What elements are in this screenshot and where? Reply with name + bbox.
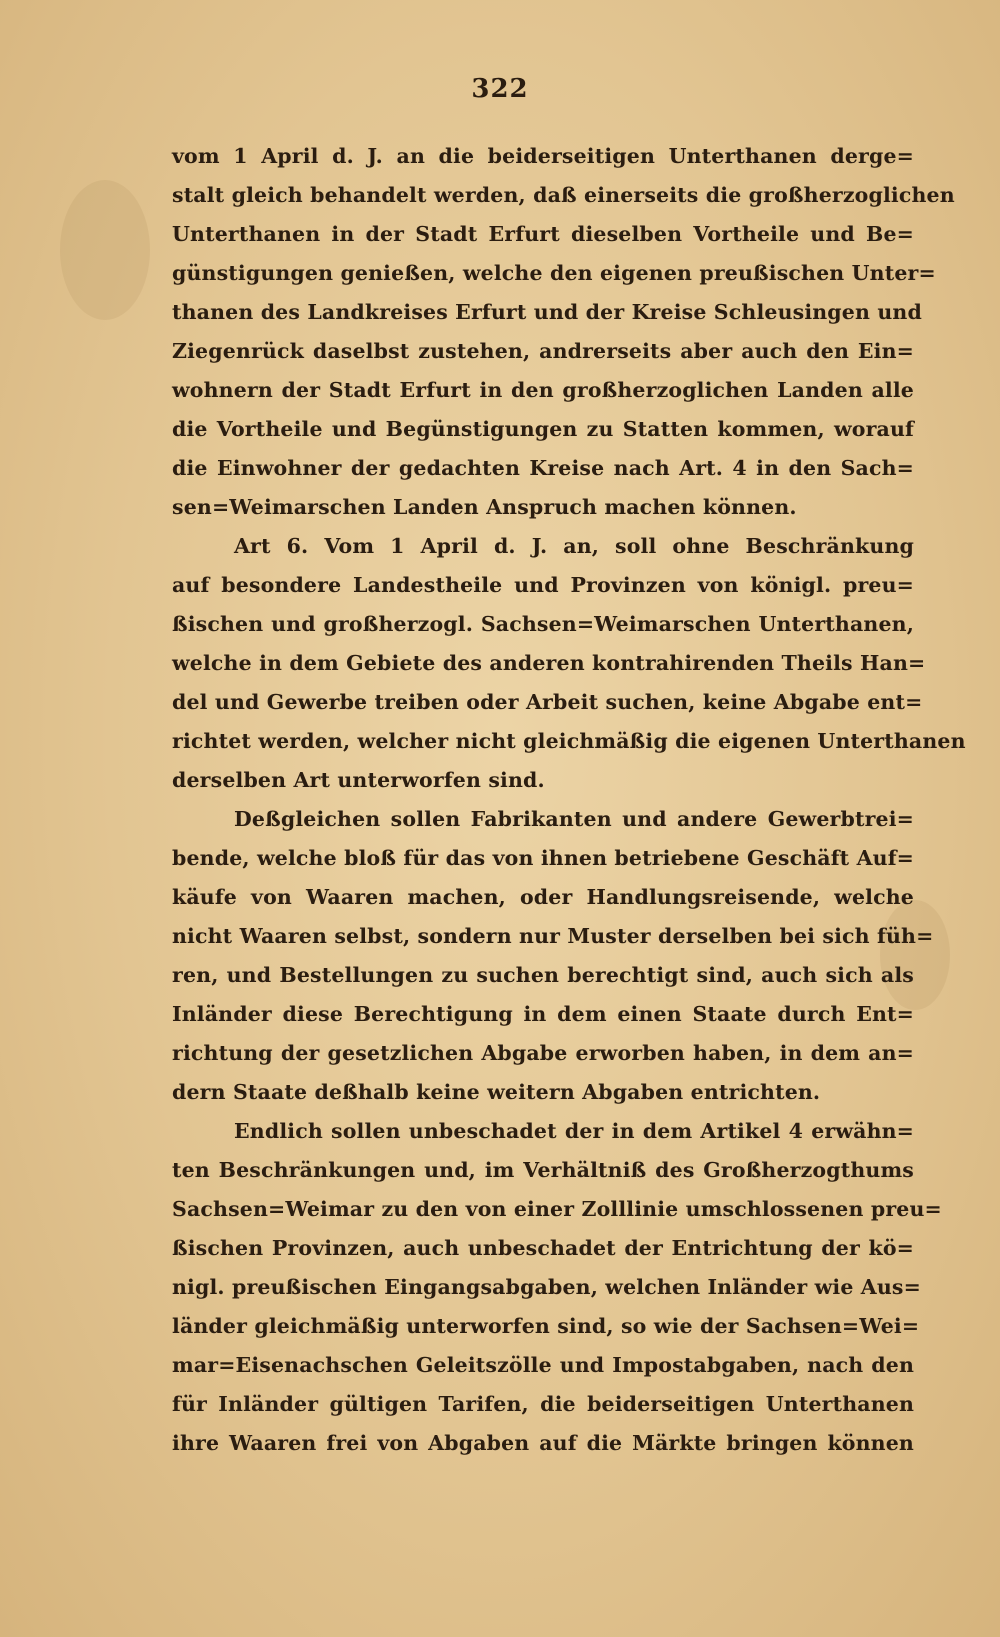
text-line: Deßgleichen sollen Fabrikanten und andere Gewerbtrei= bbox=[234, 807, 914, 831]
text-line: richtung der gesetzlichen Abgabe erworben haben, in dem an= bbox=[172, 1041, 914, 1065]
text-line: Unterthanen in der Stadt Erfurt dieselben Vortheile und Be= bbox=[172, 222, 914, 246]
text-line: auf besondere Landestheile und Provinzen von königl. preu= bbox=[172, 573, 914, 597]
text-line: thanen des Landkreises Erfurt und der Kreise Schleusingen und bbox=[172, 300, 922, 324]
text-line: Art 6. Vom 1 April d. J. an, soll ohne Beschränkung bbox=[234, 534, 914, 558]
text-line: Sachsen=Weimar zu den von einer Zolllinie umschlossenen preu= bbox=[172, 1197, 942, 1221]
text-line: derselben Art unterworfen sind. bbox=[172, 768, 545, 792]
page-number: 322 bbox=[471, 74, 529, 104]
text-line: vom 1 April d. J. an die beiderseitigen Unterthanen derge= bbox=[172, 144, 914, 168]
text-line: ßischen und großherzogl. Sachsen=Weimarschen Unterthanen, bbox=[172, 612, 914, 636]
text-line: welche in dem Gebiete des anderen kontrahirenden Theils Han= bbox=[172, 651, 926, 675]
text-line: ihre Waaren frei von Abgaben auf die Märkte bringen können bbox=[172, 1431, 914, 1455]
text-line: ten Beschränkungen und, im Verhältniß des Großherzogthums bbox=[172, 1158, 914, 1182]
text-line: stalt gleich behandelt werden, daß einerseits die großherzoglichen bbox=[172, 183, 955, 207]
text-line: dern Staate deßhalb keine weitern Abgaben entrichten. bbox=[172, 1080, 821, 1104]
text-line: ren, und Bestellungen zu suchen berechtigt sind, auch sich als bbox=[172, 963, 914, 987]
text-line: nicht Waaren selbst, sondern nur Muster derselben bei sich füh= bbox=[172, 924, 934, 948]
text-line: nigl. preußischen Eingangsabgaben, welchen Inländer wie Aus= bbox=[172, 1275, 921, 1299]
text-line: bende, welche bloß für das von ihnen betriebene Geschäft Auf= bbox=[172, 846, 914, 870]
text-line: für Inländer gültigen Tarifen, die beiderseitigen Unterthanen bbox=[172, 1392, 914, 1416]
body-text bbox=[172, 137, 966, 1463]
text-line: günstigungen genießen, welche den eigenen preußischen Unter= bbox=[172, 261, 936, 285]
text-line: Endlich sollen unbeschadet der in dem Artikel 4 erwähn= bbox=[234, 1119, 914, 1143]
text-line: richtet werden, welcher nicht gleichmäßig die eigenen Unterthanen bbox=[172, 729, 966, 753]
text-line: mar=Eisenachschen Geleitszölle und Impostabgaben, nach den bbox=[172, 1353, 914, 1377]
text-line: del und Gewerbe treiben oder Arbeit suchen, keine Abgabe ent= bbox=[172, 690, 923, 714]
text-line: Ziegenrück daselbst zustehen, andrerseits aber auch den Ein= bbox=[172, 339, 914, 363]
paragraph-article-6 bbox=[172, 527, 966, 800]
paragraph bbox=[172, 137, 955, 527]
text-line: käufe von Waaren machen, oder Handlungsreisende, welche bbox=[172, 885, 914, 909]
paragraph bbox=[172, 800, 934, 1112]
paper-stain bbox=[60, 180, 150, 320]
text-line: Inländer diese Berechtigung in dem einen Staate durch Ent= bbox=[172, 1002, 914, 1026]
text-line: sen=Weimarschen Landen Anspruch machen können. bbox=[172, 495, 797, 519]
text-line: die Vortheile und Begünstigungen zu Statten kommen, worauf bbox=[172, 417, 914, 441]
text-line: ßischen Provinzen, auch unbeschadet der Entrichtung der kö= bbox=[172, 1236, 914, 1260]
text-line: die Einwohner der gedachten Kreise nach Art. 4 in den Sach= bbox=[172, 456, 914, 480]
text-line: länder gleichmäßig unterworfen sind, so wie der Sachsen=Wei= bbox=[172, 1314, 920, 1338]
text-line: wohnern der Stadt Erfurt in den großherzoglichen Landen alle bbox=[172, 378, 914, 402]
paragraph bbox=[172, 1112, 942, 1463]
